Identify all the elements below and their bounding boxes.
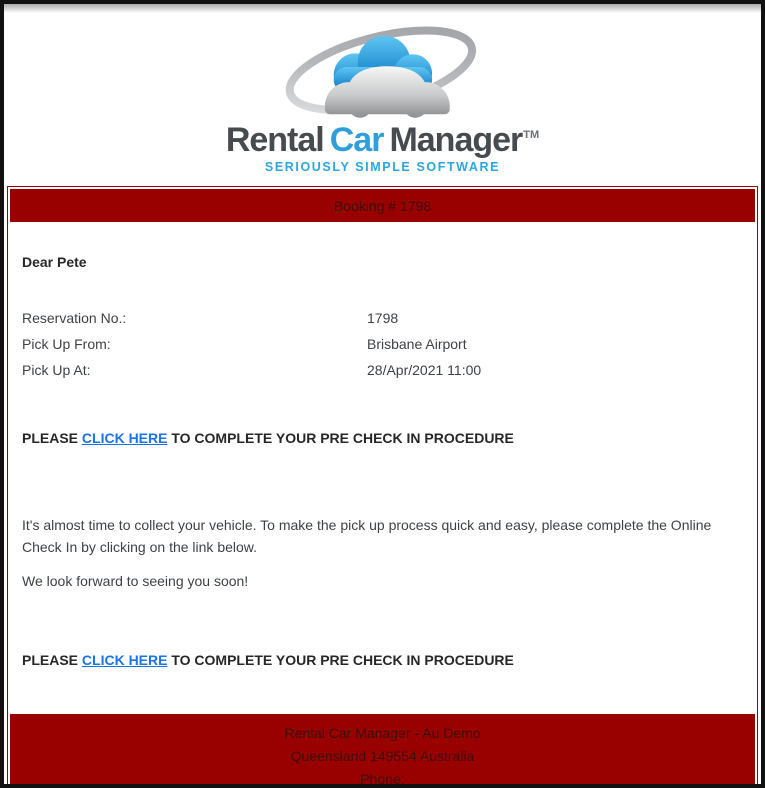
logo-tagline: SERIOUSLY SIMPLE SOFTWARE xyxy=(264,159,501,174)
cta-suffix: TO COMPLETE YOUR PRE CHECK IN PROCEDURE xyxy=(167,652,514,668)
footer-phone-line: Phone: xyxy=(360,771,405,787)
detail-label: Pick Up From: xyxy=(22,336,111,352)
detail-label: Reservation No.: xyxy=(22,310,127,326)
email-footer xyxy=(10,714,755,788)
pre-checkin-link[interactable]: CLICK HERE xyxy=(81,652,168,668)
detail-value: 28/Apr/2021 11:00 xyxy=(367,362,482,378)
closing-paragraph: We look forward to seeing you soon! xyxy=(22,573,249,589)
logo-word-rental: Rental xyxy=(225,120,324,159)
pre-checkin-cta xyxy=(22,429,743,447)
table-row xyxy=(22,331,743,357)
cta-prefix: PLEASE xyxy=(22,430,82,446)
footer-address-line: Queensland 149554 Australia xyxy=(290,748,475,764)
booking-number-text: Booking # 1798 xyxy=(333,197,432,214)
table-row xyxy=(22,357,743,383)
email-content-frame xyxy=(7,186,758,788)
body-paragraph: It's almost time to collect your vehicle. To make the pick up process quick and easy, please complete the Online Check In by clicking on the link below. xyxy=(22,517,712,555)
email-body xyxy=(10,222,755,714)
detail-value: Brisbane Airport xyxy=(367,336,467,352)
trademark-symbol: TM xyxy=(523,129,540,142)
logo-word-car: Car xyxy=(329,120,384,159)
rental-car-manager-logo xyxy=(226,27,539,174)
table-row xyxy=(22,305,743,331)
cta-prefix: PLEASE xyxy=(22,652,82,668)
logo-wordmark xyxy=(225,120,540,159)
email-header xyxy=(4,4,761,186)
detail-label: Pick Up At: xyxy=(22,362,91,378)
logo-word-manager: Manager xyxy=(389,120,523,159)
cloud-car-logo-icon xyxy=(270,27,495,127)
greeting-text: Dear Pete xyxy=(22,254,87,270)
booking-number-banner xyxy=(10,189,755,222)
cta-suffix: TO COMPLETE YOUR PRE CHECK IN PROCEDURE xyxy=(167,430,514,446)
pre-checkin-link[interactable]: CLICK HERE xyxy=(81,430,168,446)
footer-company-line: Rental Car Manager - Au Demo xyxy=(284,725,481,741)
detail-value: 1798 xyxy=(367,310,399,326)
reservation-details xyxy=(22,305,743,383)
pre-checkin-cta-repeat xyxy=(22,651,743,669)
